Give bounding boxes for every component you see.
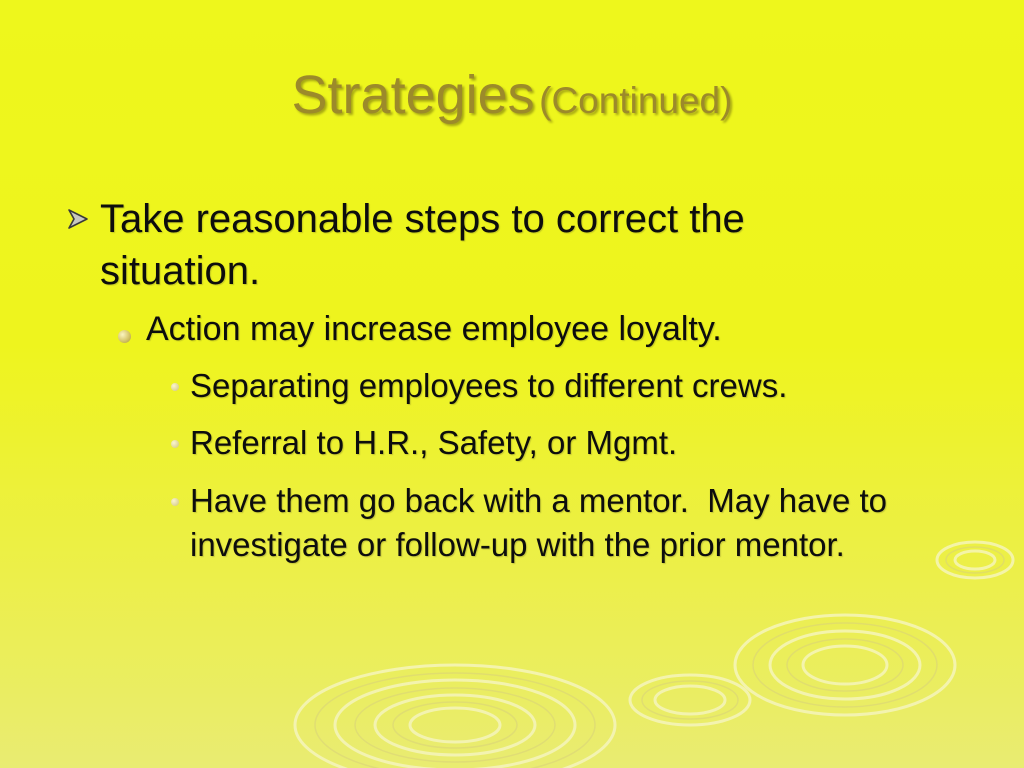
- dot-bullet-icon: [171, 383, 179, 391]
- bullet-item-level1: Take reasonable steps to correct the situation.: [100, 197, 745, 293]
- bullet-item-level3: Have them go back with a mentor. May have to investigate or follow-up with the prior mentor.: [190, 482, 897, 563]
- bullet-item-level3: Separating employees to different crews.: [190, 367, 788, 404]
- arrowhead-bullet-icon: [66, 207, 90, 231]
- slide-title-main: Strategies: [291, 65, 535, 125]
- round-bullet-icon: [118, 330, 131, 343]
- dot-bullet-icon: [171, 498, 179, 506]
- bullet-item-level2: Action may increase employee loyalty.: [146, 310, 722, 348]
- dot-bullet-icon: [171, 440, 179, 448]
- bullet-item-level3: Referral to H.R., Safety, or Mgmt.: [190, 424, 678, 461]
- slide-title-suffix: (Continued): [539, 80, 733, 121]
